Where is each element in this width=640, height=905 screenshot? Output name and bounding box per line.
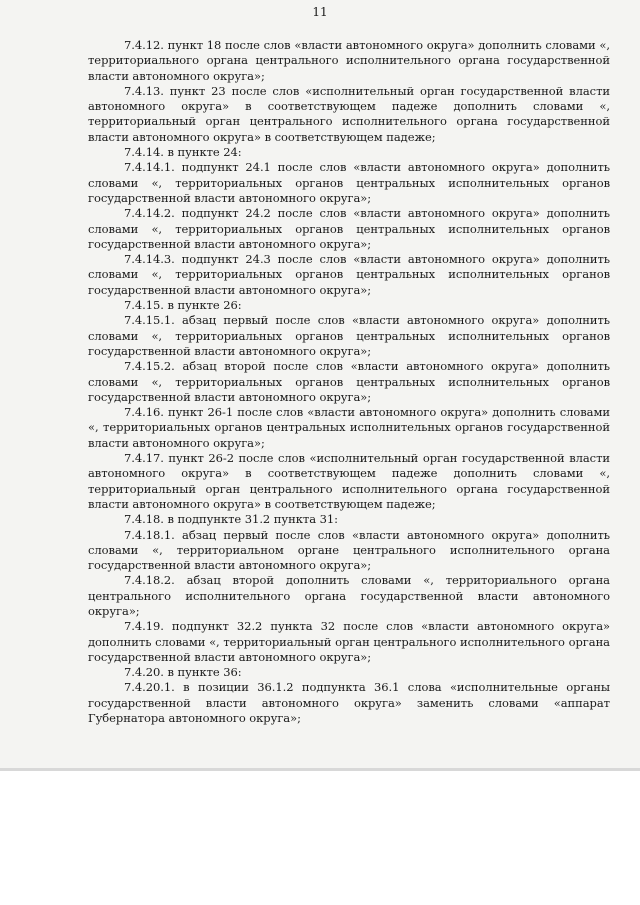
document-body — [88, 38, 610, 726]
paragraph-7-4-20-1: 7.4.20.1. в позиции 36.1.2 подпункта 36.1 слова «исполнительные органы государственной власти автономного округа» заменить словами «аппарат Губернатора автономного округа»; — [88, 680, 610, 726]
paragraph-7-4-15-2: 7.4.15.2. абзац второй после слов «власти автономного округа» дополнить словами «, территориальных органов центральных исполнительных органов государственной власти автономного округа»; — [88, 359, 610, 404]
paragraph-7-4-14-1: 7.4.14.1. подпункт 24.1 после слов «власти автономного округа» дополнить словами «, территориальных органов центральных исполнительных органов государственной власти автономного округа»; — [88, 160, 610, 205]
paragraph-7-4-17: 7.4.17. пункт 26-2 после слов «исполнительный орган государственной власти автономного округа» в соответствующем падеже дополнить словами «, территориальный орган центрального исполнительного органа государственной власти автономного округа» в соответствующем падеже; — [88, 451, 610, 511]
paragraph-7-4-13: 7.4.13. пункт 23 после слов «исполнительный орган государственной власти автономного округа» в соответствующем падеже дополнить словами «, территориальный орган центрального исполнительного органа государственной власти автономного округа» в соответствующем падеже; — [88, 83, 610, 144]
blank-area — [0, 771, 640, 905]
paragraph-7-4-14: 7.4.14. в пункте 24: — [124, 145, 242, 160]
paragraph-7-4-18: 7.4.18. в подпункте 31.2 пункта 31: — [124, 512, 338, 527]
paragraph-7-4-15-1: 7.4.15.1. абзац первый после слов «власти автономного округа» дополнить словами «, территориальных органов центральных исполнительных органов государственной власти автономного округа»; — [88, 313, 610, 358]
paragraph-7-4-12: 7.4.12. пункт 18 после слов «власти автономного округа» дополнить словами «, территориального органа центрального исполнительного органа государственной власти автономного округа»; — [88, 38, 610, 83]
paragraph-7-4-16: 7.4.16. пункт 26-1 после слов «власти автономного округа» дополнить словами «, территориальных органов центральных исполнительных органов государственной власти автономного округа»; — [88, 405, 610, 450]
paragraph-7-4-18-2: 7.4.18.2. абзац второй дополнить словами «, территориального органа центрального исполнительного органа государственной власти автономного округа»; — [88, 573, 610, 618]
paragraph-7-4-15: 7.4.15. в пункте 26: — [124, 298, 242, 313]
paragraph-7-4-20: 7.4.20. в пункте 36: — [124, 665, 242, 680]
paragraph-7-4-19: 7.4.19. подпункт 32.2 пункта 32 после слов «власти автономного округа» дополнить словами «, территориальный орган центрального исполнительного органа государственной власти автономного округа»; — [88, 619, 610, 664]
paragraph-7-4-14-3: 7.4.14.3. подпункт 24.3 после слов «власти автономного округа» дополнить словами «, территориальных органов центральных исполнительных органов государственной власти автономного округа»; — [88, 252, 610, 297]
page-number: 11 — [312, 5, 328, 19]
paragraph-7-4-14-2: 7.4.14.2. подпункт 24.2 после слов «власти автономного округа» дополнить словами «, территориальных органов центральных исполнительных органов государственной власти автономного округа»; — [88, 206, 610, 251]
paragraph-7-4-18-1: 7.4.18.1. абзац первый после слов «власти автономного округа» дополнить словами «, территориальном органе центрального исполнительного органа государственной власти автономного округа»; — [88, 527, 610, 573]
